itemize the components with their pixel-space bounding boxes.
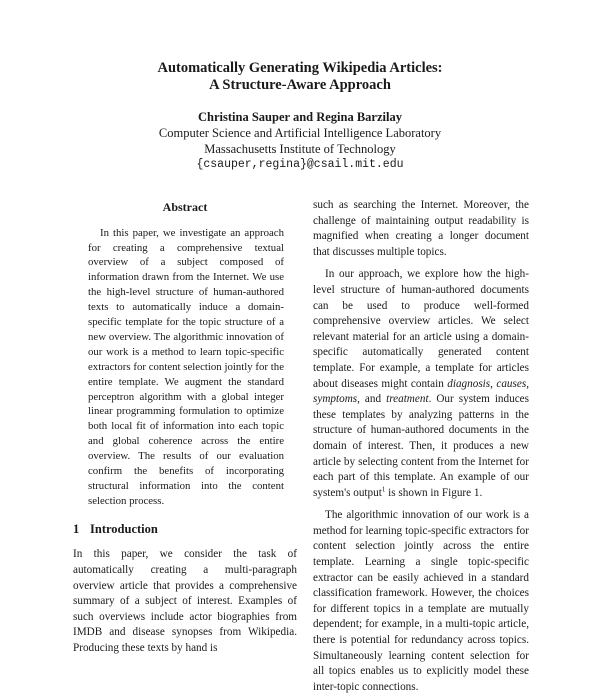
para2-text-a: In our approach, we explore how the high-level structure of human-authored documents can be used to produce well-formed comprehensive overview articles. We select relevant material for an article using a domain-specific automatically generated content template. For example, a template for articles about diseases might contain — [313, 268, 529, 390]
paper-title — [0, 60, 600, 94]
intro-paragraph-1: In this paper, we consider the task of automatically creating a multi-paragraph overview article that provides a comprehensive summary of a subject of interest. Examples of such overviews include actor biographies from IMDB and disease synopses from Wikipedia. Producing these texts by hand is — [73, 548, 297, 654]
author-block — [0, 109, 600, 173]
left-column — [73, 200, 297, 657]
title-line-2: A Structure-Aware Approach — [209, 77, 391, 93]
affiliation-line-1: Computer Science and Artificial Intelligence Laboratory — [158, 126, 442, 140]
section-heading-introduction — [73, 522, 297, 538]
para2-text-c: is shown in Figure 1. — [385, 486, 483, 499]
title-line-1: Automatically Generating Wikipedia Articles: — [157, 60, 443, 76]
intro-paragraph-1-continued: such as searching the Internet. Moreover, the challenge of maintaining output readability is magnified when creating a longer document that discusses multiple topics. — [313, 199, 529, 258]
right-column — [313, 198, 529, 695]
intro-paragraph-2 — [313, 267, 529, 501]
intro-paragraph-3: The algorithmic innovation of our work is a method for learning topic-specific extractors for content selection jointly across the entire template. Learning a single topic-specific extractor can be easily achieved in a standard classification framework. However, the choices for different topics in a template are mutually dependent; for example, in a multi-topic article, there is potential for redundancy across topics. Simultaneously learning content selection for all topics enables us to explicitly model these inter-topic connections. — [313, 509, 529, 693]
section-number: 1 — [73, 521, 80, 536]
sep-1: , — [490, 377, 497, 390]
para2-text-b: . Our system induces these templates by analyzing patterns in the structure of human-authored documents in the domain of interest. Then, it produces a new article by selecting content from the Internet for each part of this template. An example of our system's output — [313, 393, 529, 499]
term-symptoms: symptoms — [313, 393, 358, 406]
affiliation-line-2: Massachusetts Institute of Technology — [204, 142, 396, 156]
abstract-heading: Abstract — [162, 200, 208, 214]
term-causes: causes — [496, 377, 527, 390]
footnote-mark: 1 — [381, 484, 386, 493]
author-email: {csauper,regina}@csail.mit.edu — [196, 158, 404, 171]
sep-2: , — [526, 377, 529, 390]
abstract-text: In this paper, we investigate an approach for creating a comprehensive textual overview of a subject composed of information drawn from the Internet. We use the high-level structure of human-authored texts to automatically induce a domain-specific template for the topic structure of a new overview. The algorithmic innovation of our work is a method to learn topic-specific extractors for content selection jointly for the entire template. We augment the standard perceptron algorithm with a global integer linear programming formulation to optimize both local fit of information into each topic and global coherence across the entire overview. The results of our evaluation confirm the benefits of incorporating structural information into the content selection process. — [88, 226, 284, 507]
section-title: Introduction — [90, 521, 158, 536]
author-names: Christina Sauper and Regina Barzilay — [198, 110, 402, 124]
sep-3: , and — [357, 393, 387, 406]
term-diagnosis: diagnosis — [447, 377, 491, 390]
term-treatment: treatment — [386, 393, 429, 406]
